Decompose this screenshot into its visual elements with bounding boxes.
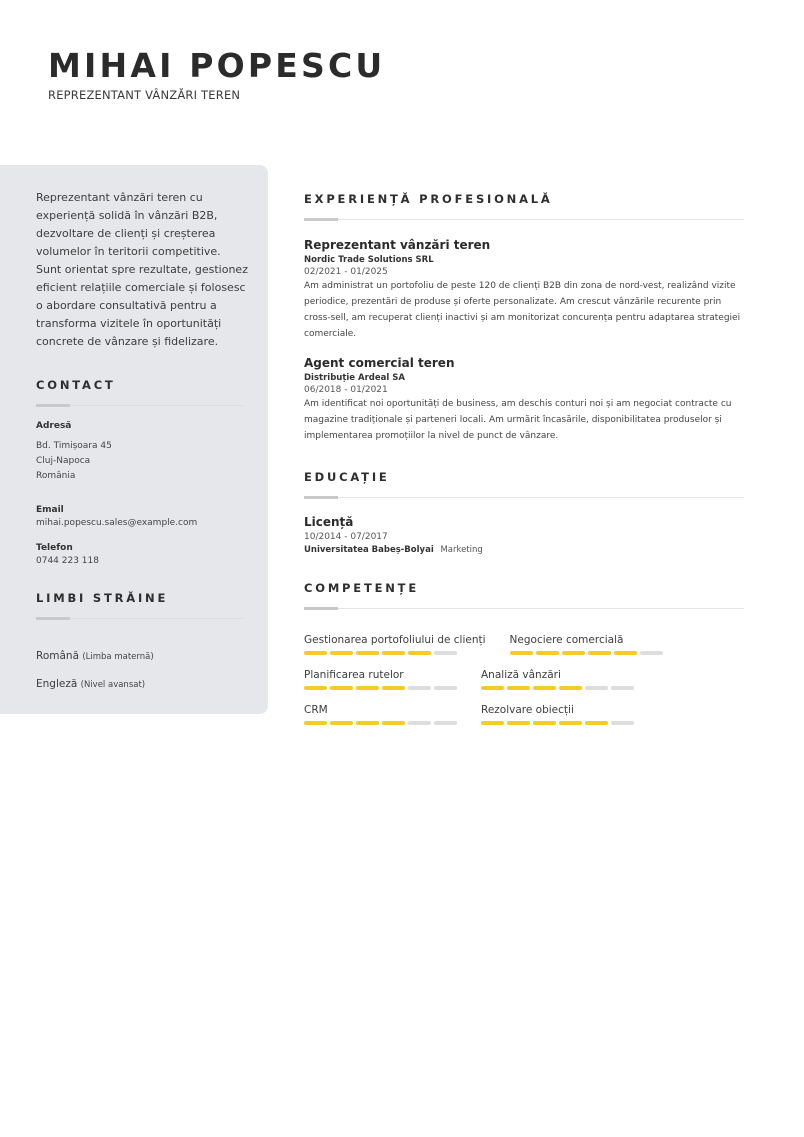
phone-value: 0744 223 118 <box>36 556 99 566</box>
language-level: (Limba maternă) <box>82 652 154 662</box>
contact-section <box>36 378 244 569</box>
rating-segment-empty <box>434 651 457 655</box>
skill-rating <box>510 651 663 655</box>
skill-name: Negociere comercială <box>509 634 624 646</box>
job-description: Am administrat un portofoliu de peste 120 de clienți B2B din zona de nord-vest, realizând vizite periodice, prezentări de produse și oferte personalizate. Am crescut vânzările recurente prin cross-sell, am recuperat clienți inactivi și am monitorizat concurența pentru adaptarea strategiei comerciale. <box>304 281 741 339</box>
language-item <box>36 678 244 690</box>
rating-segment-empty <box>408 686 431 690</box>
address-line: Bd. Timișoara 45 <box>36 441 112 451</box>
skill-rating <box>304 721 457 725</box>
rating-segment-filled <box>614 651 637 655</box>
skill-item <box>304 634 486 655</box>
rating-segment-filled <box>356 721 379 725</box>
company-name: Distribuție Ardeal SA <box>304 373 405 383</box>
resume-header <box>48 46 385 102</box>
skill-name: CRM <box>304 704 328 716</box>
rating-segment-filled <box>562 651 585 655</box>
rating-segment-filled <box>330 721 353 725</box>
skill-name: Gestionarea portofoliului de clienți <box>304 634 486 646</box>
education-section <box>304 470 744 555</box>
address-block <box>36 421 244 484</box>
experience-section <box>304 192 744 444</box>
email-link[interactable]: mihai.popescu.sales@example.com <box>36 518 198 528</box>
section-divider <box>36 404 244 407</box>
rating-segment-filled <box>382 686 405 690</box>
skill-rating <box>304 686 457 690</box>
rating-segment-filled <box>356 686 379 690</box>
address-label: Adresă <box>36 421 72 431</box>
section-divider <box>304 496 744 499</box>
section-divider <box>36 617 244 620</box>
rating-segment-filled <box>304 686 327 690</box>
rating-segment-empty <box>585 686 608 690</box>
email-block <box>36 505 244 531</box>
rating-segment-filled <box>382 651 405 655</box>
skill-item <box>481 704 634 725</box>
job-dates: 02/2021 - 01/2025 <box>304 267 388 277</box>
phone-block <box>36 543 244 569</box>
languages-section <box>36 591 244 690</box>
language-name: Engleză <box>36 678 78 690</box>
degree: Licență <box>304 515 354 529</box>
language-item <box>36 650 244 662</box>
rating-segment-filled <box>408 651 431 655</box>
skill-name: Planificarea rutelor <box>304 669 404 681</box>
rating-segment-filled <box>382 721 405 725</box>
skill-item <box>304 704 457 725</box>
rating-segment-empty <box>408 721 431 725</box>
rating-segment-filled <box>588 651 611 655</box>
main-content <box>304 192 744 725</box>
section-divider <box>304 607 744 610</box>
rating-segment-filled <box>304 721 327 725</box>
profile-summary: Reprezentant vânzări teren cu experiență solidă în vânzări B2B, dezvoltare de clienți și creșterea volumelor în teritorii competitive. Sunt orientat spre rezultate, gestionez eficient relațiile comerciale și folosesc o abordare consultativă pentru a transforma vizitele în oportunități concrete de vânzare și fidelizare. <box>36 191 248 348</box>
rating-segment-empty <box>640 651 663 655</box>
rating-segment-filled <box>585 721 608 725</box>
company-name: Nordic Trade Solutions SRL <box>304 255 434 265</box>
education-heading: EDUCAȚIE <box>304 470 390 484</box>
rating-segment-filled <box>481 721 504 725</box>
job-title-heading: REPREZENTANT VÂNZĂRI TEREN <box>48 88 241 102</box>
languages-heading: LIMBI STRĂINE <box>36 591 169 605</box>
phone-label: Telefon <box>36 543 73 553</box>
skill-rating <box>304 651 486 655</box>
email-label: Email <box>36 505 64 515</box>
section-divider <box>304 218 744 221</box>
education-entry <box>304 515 744 555</box>
rating-segment-filled <box>304 651 327 655</box>
rating-segment-filled <box>510 651 533 655</box>
school-name: Universitatea Babeș-Bolyai <box>304 545 434 555</box>
rating-segment-filled <box>330 686 353 690</box>
skill-name: Analiză vânzări <box>481 669 561 681</box>
skill-item <box>510 634 663 655</box>
job-description: Am identificat noi oportunități de business, am deschis conturi noi și am negociat contracte cu magazine tradiționale și parteneri locali. Am urmărit încasările, disponibilitatea produselor și implementarea promoțiilor la nivel de punct de vânzare. <box>304 399 732 441</box>
rating-segment-filled <box>356 651 379 655</box>
rating-segment-filled <box>536 651 559 655</box>
rating-segment-filled <box>330 651 353 655</box>
job-entry <box>304 238 744 342</box>
address-line: România <box>36 471 76 481</box>
sidebar <box>0 165 268 714</box>
rating-segment-empty <box>611 686 634 690</box>
language-name: Română <box>36 650 79 662</box>
rating-segment-empty <box>434 721 457 725</box>
education-institution <box>304 545 744 555</box>
rating-segment-empty <box>434 686 457 690</box>
rating-segment-filled <box>507 721 530 725</box>
skills-list <box>304 634 744 725</box>
education-dates: 10/2014 - 07/2017 <box>304 532 388 542</box>
field-of-study: Marketing <box>440 545 483 555</box>
rating-segment-empty <box>611 721 634 725</box>
rating-segment-filled <box>559 721 582 725</box>
job-title: Reprezentant vânzări teren <box>304 238 491 252</box>
language-level: (Nivel avansat) <box>80 680 146 690</box>
job-entry <box>304 356 744 444</box>
job-title: Agent comercial teren <box>304 356 455 370</box>
candidate-name: MIHAI POPESCU <box>48 46 386 85</box>
skill-item <box>481 669 634 690</box>
rating-segment-filled <box>533 721 556 725</box>
skills-section <box>304 581 744 725</box>
address-line: Cluj-Napoca <box>36 456 91 466</box>
skill-name: Rezolvare obiecții <box>481 704 574 716</box>
job-dates: 06/2018 - 01/2021 <box>304 385 388 395</box>
rating-segment-filled <box>507 686 530 690</box>
rating-segment-filled <box>533 686 556 690</box>
skill-item <box>304 669 457 690</box>
skills-heading: COMPETENȚE <box>304 581 419 595</box>
experience-heading: EXPERIENȚĂ PROFESIONALĂ <box>304 192 553 206</box>
contact-heading: CONTACT <box>36 378 116 392</box>
rating-segment-filled <box>481 686 504 690</box>
skill-rating <box>481 721 634 725</box>
skill-rating <box>481 686 634 690</box>
rating-segment-filled <box>559 686 582 690</box>
